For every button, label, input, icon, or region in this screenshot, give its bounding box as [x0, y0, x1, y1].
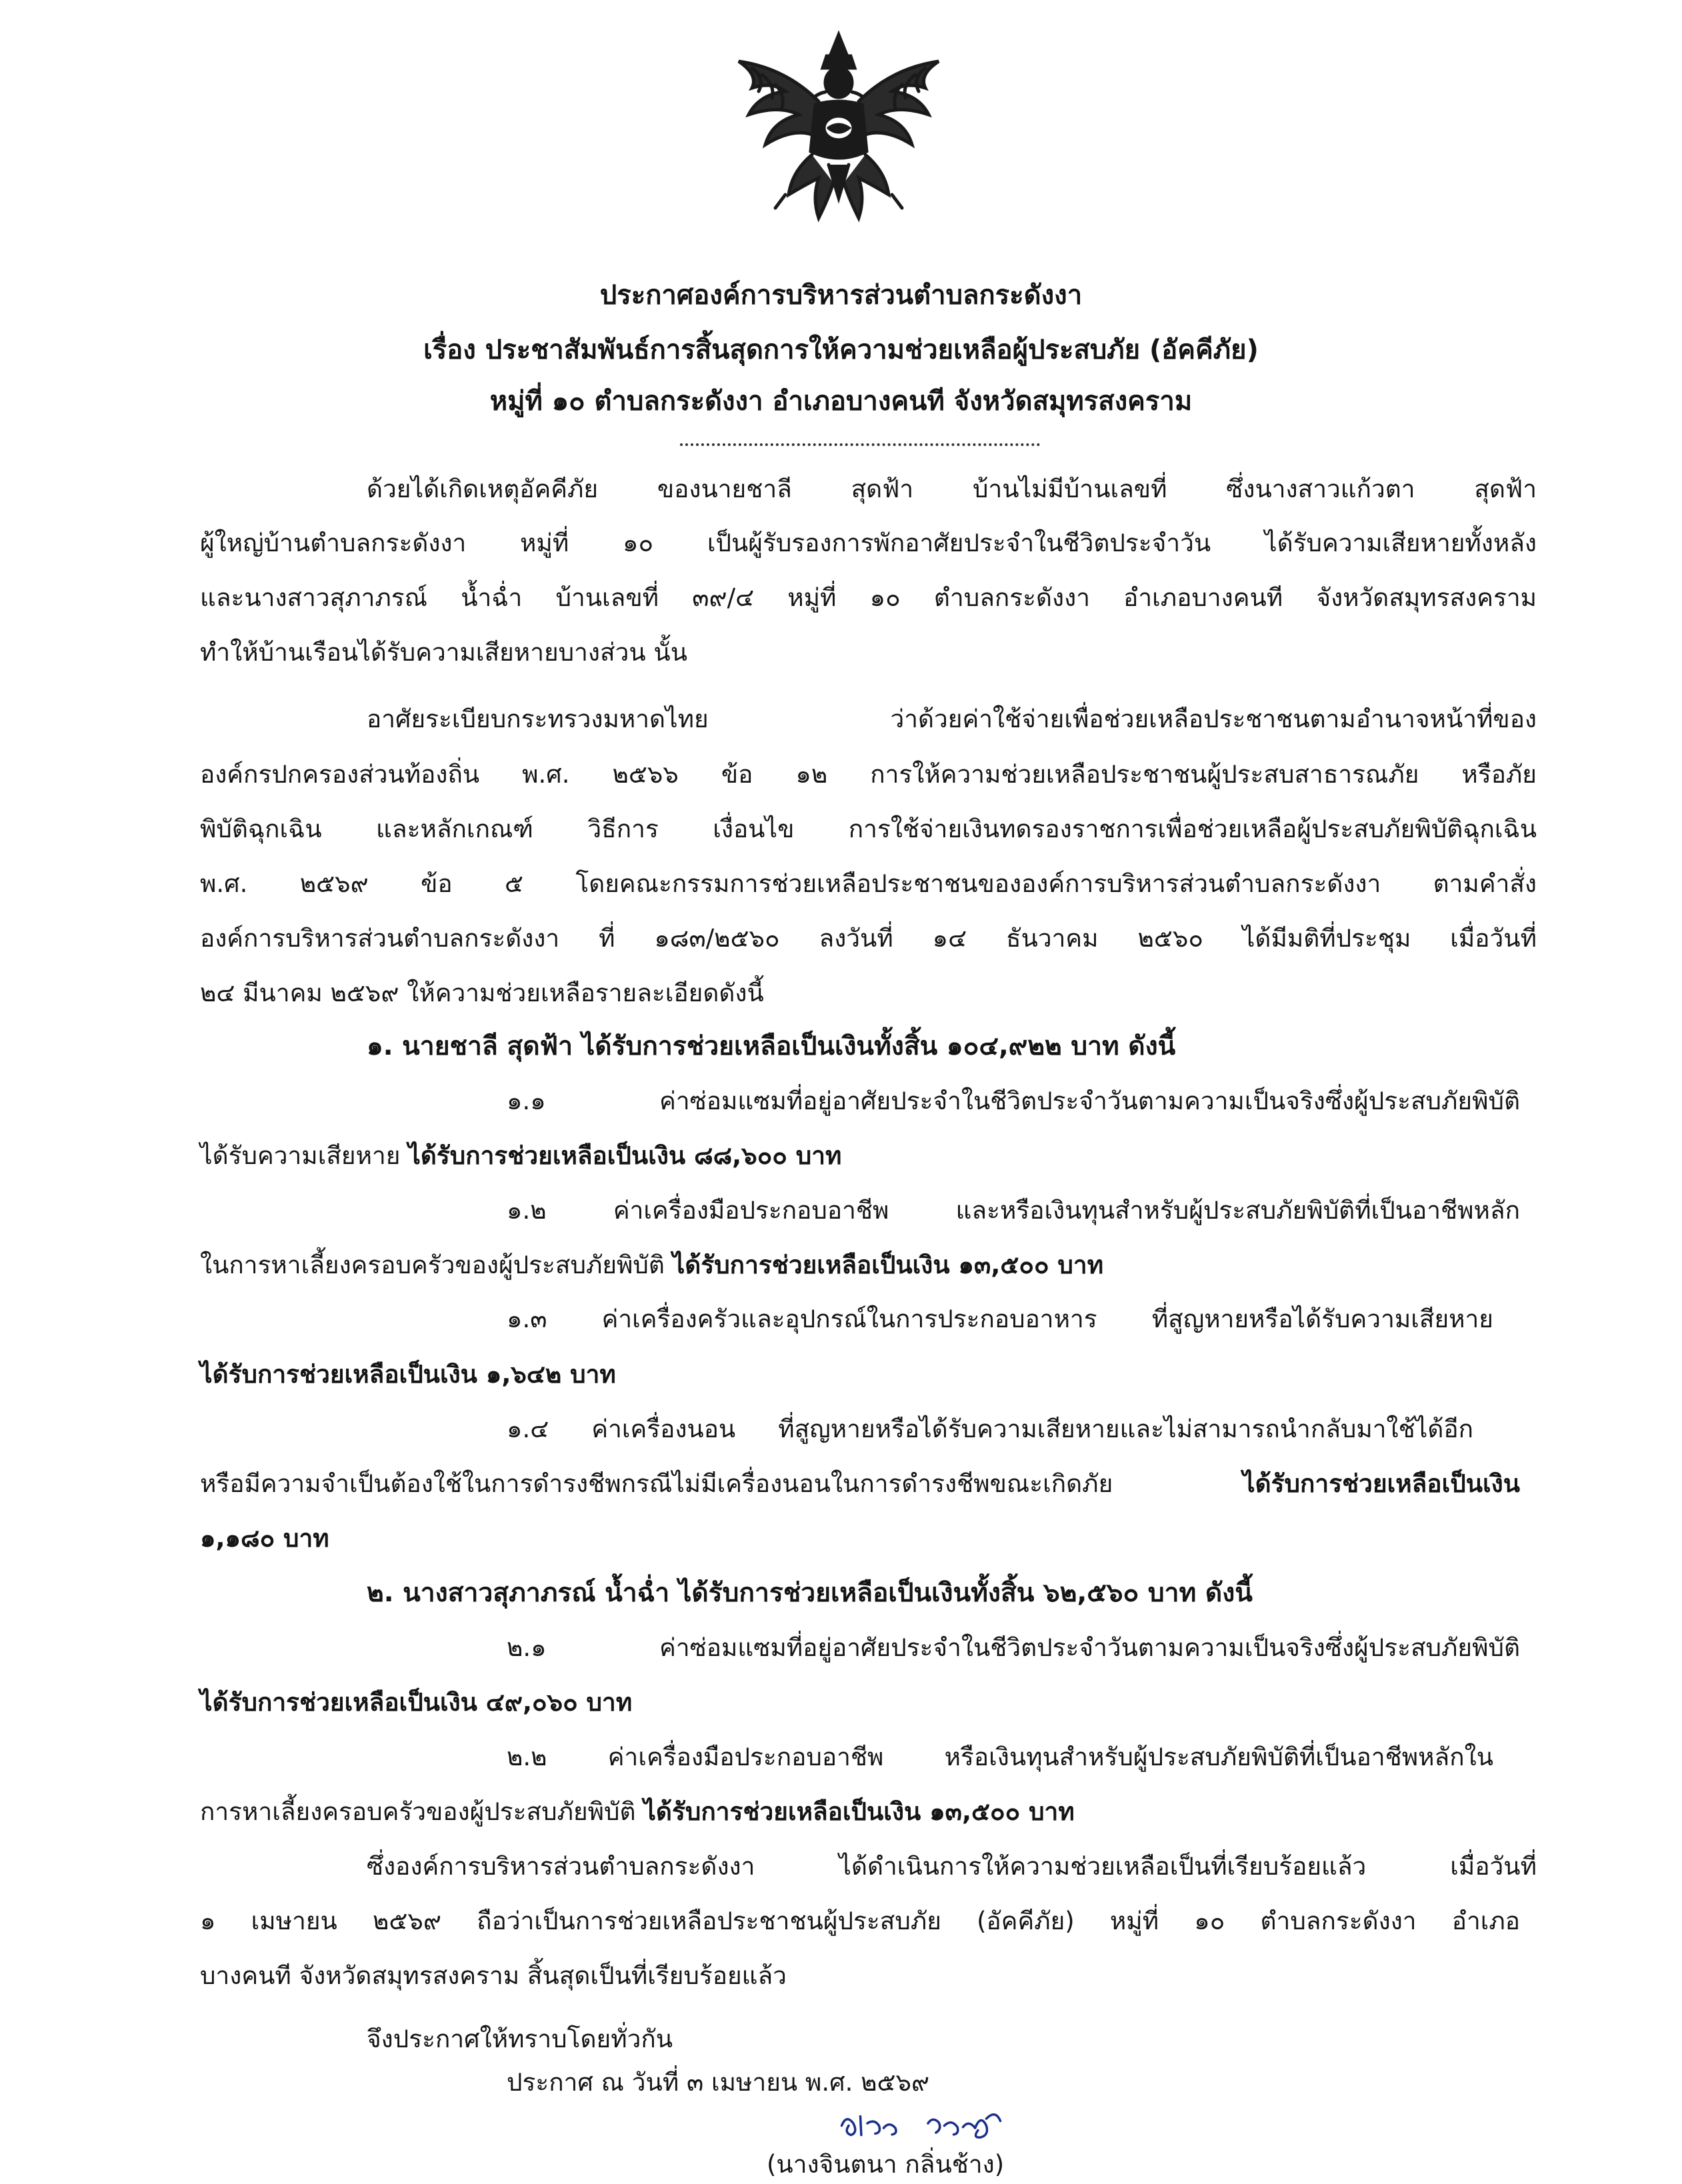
closing-statement: จึงประกาศให้ทราบโดยทั่วกัน [367, 2025, 673, 2053]
signer-name: (นางจินตนา กลิ่นช้าง) [767, 2150, 1005, 2179]
subitem-line: ๑.๓ ค่าเครื่องครัวและอุปกรณ์ในการประกอบอาหาร ที่สูญหายหรือได้รับความเสียหาย [507, 1305, 1493, 1333]
subitem-line: การหาเลี้ยงครอบครัวของผู้ประสบภัยพิบัติ ได้รับการช่วยเหลือเป็นเงิน ๑๓,๕๐๐ บาท [200, 1797, 1075, 1826]
announcement-subject: เรื่อง ประชาสัมพันธ์การสิ้นสุดการให้ความช่วยเหลือผู้ประสบภัย (อัคคีภัย) [423, 335, 1259, 365]
paragraph-line: ๑ เมษายน ๒๕๖๙ ถือว่าเป็นการช่วยเหลือประชาชนผู้ประสบภัย (อัคคีภัย) หมู่ที่ ๑๐ ตำบลกระดังงา อำเภอ [200, 1907, 1520, 1935]
subitem-line: ๑.๑ ค่าซ่อมแซมที่อยู่อาศัยประจำในชีวิตประจำวันตามความเป็นจริงซึ่งผู้ประสบภัยพิบัติ [507, 1087, 1520, 1115]
subitem-line: ๑.๒ ค่าเครื่องมือประกอบอาชีพ และหรือเงินทุนสำหรับผู้ประสบภัยพิบัติที่เป็นอาชีพหลัก [507, 1196, 1520, 1225]
item-1-heading: ๑. นายชาลี สุดฟ้า ได้รับการช่วยเหลือเป็นเงินทั้งสิ้น ๑๐๔,๙๒๒ บาท ดังนี้ [367, 1031, 1176, 1061]
handwritten-signature [793, 2100, 1053, 2147]
announcement-date: ประกาศ ณ วันที่ ๓ เมษายน พ.ศ. ๒๕๖๙ [507, 2068, 930, 2097]
paragraph-line: อาศัยระเบียบกระทรวงมหาดไทย ว่าด้วยค่าใช้จ่ายเพื่อช่วยเหลือประชาชนตามอำนาจหน้าที่ของ [367, 705, 1537, 733]
subitem-line: ๑,๑๘๐ บาท [200, 1524, 329, 1553]
paragraph-line: ทำให้บ้านเรือนได้รับความเสียหายบางส่วน นั้น [200, 638, 687, 667]
paragraph-line: ด้วยได้เกิดเหตุอัคคีภัย ของนายชาลี สุดฟ้า บ้านไม่มีบ้านเลขที่ ซึ่งนางสาวแก้วตา สุดฟ้า [367, 475, 1537, 503]
subitem-line: ได้รับความเสียหาย ได้รับการช่วยเหลือเป็นเงิน ๘๘,๖๐๐ บาท [200, 1141, 842, 1170]
subitem-line: ๒.๒ ค่าเครื่องมือประกอบอาชีพ หรือเงินทุนสำหรับผู้ประสบภัยพิบัติที่เป็นอาชีพหลักใน [507, 1743, 1493, 1771]
paragraph-line: ผู้ใหญ่บ้านตำบลกระดังงา หมู่ที่ ๑๐ เป็นผู้รับรองการพักอาศัยประจำในชีวิตประจำวัน ได้รับความเสียหายทั้งหลัง [200, 529, 1537, 557]
subitem-line: ได้รับการช่วยเหลือเป็นเงิน ๑,๖๔๒ บาท [200, 1360, 616, 1389]
paragraph-line: องค์กรปกครองส่วนท้องถิ่น พ.ศ. ๒๕๖๖ ข้อ ๑๒ การให้ความช่วยเหลือประชาชนผู้ประสบสาธารณภัย หรือภัย [200, 760, 1537, 789]
paragraph-line: องค์การบริหารส่วนตำบลกระดังงา ที่ ๑๘๓/๒๕๖๐ ลงวันที่ ๑๔ ธันวาคม ๒๕๖๐ ได้มีมติที่ประชุม เมื่อวันที่ [200, 924, 1537, 953]
paragraph-line: บางคนที จังหวัดสมุทรสงคราม สิ้นสุดเป็นที่เรียบร้อยแล้ว [200, 1961, 787, 1990]
dotted-separator [680, 443, 1040, 446]
paragraph-line: และนางสาวสุภาภรณ์ น้ำฉ่ำ บ้านเลขที่ ๓๙/๔ หมู่ที่ ๑๐ ตำบลกระดังงา อำเภอบางคนที จังหวัดสมุทรสงคราม [200, 583, 1537, 612]
subitem-line: ในการหาเลี้ยงครอบครัวของผู้ประสบภัยพิบัติ ได้รับการช่วยเหลือเป็นเงิน ๑๓,๕๐๐ บาท [200, 1251, 1104, 1279]
paragraph-line: พิบัติฉุกเฉิน และหลักเกณฑ์ วิธีการ เงื่อนไข การใช้จ่ายเงินทดรองราชการเพื่อช่วยเหลือผู้ประสบภัยพิบัติฉุกเฉิน [200, 815, 1537, 843]
announcement-location: หมู่ที่ ๑๐ ตำบลกระดังงา อำเภอบางคนที จังหวัดสมุทรสงคราม [489, 386, 1193, 417]
paragraph-line: ซึ่งองค์การบริหารส่วนตำบลกระดังงา ได้ดำเนินการให้ความช่วยเหลือเป็นที่เรียบร้อยแล้ว เมื่อวันที่ [367, 1852, 1537, 1881]
subitem-line: หรือมีความจำเป็นต้องใช้ในการดำรงชีพกรณีไม่มีเครื่องนอนในการดำรงชีพขณะเกิดภัย ได้รับการช่วยเหลือเป็นเงิน [200, 1469, 1520, 1498]
garuda-emblem-icon [712, 28, 965, 228]
announcement-title: ประกาศองค์การบริหารส่วนตำบลกระดังงา [599, 280, 1083, 311]
subitem-line: ๒.๑ ค่าซ่อมแซมที่อยู่อาศัยประจำในชีวิตประจำวันตามความเป็นจริงซึ่งผู้ประสบภัยพิบัติ [507, 1633, 1520, 1662]
paragraph-line: พ.ศ. ๒๕๖๙ ข้อ ๕ โดยคณะกรรมการช่วยเหลือประชาชนขององค์การบริหารส่วนตำบลกระดังงา ตามคำสั่ง [200, 869, 1537, 898]
paragraph-line: ๒๔ มีนาคม ๒๕๖๙ ให้ความช่วยเหลือรายละเอียดดังนี้ [200, 979, 764, 1007]
subitem-line: ได้รับการช่วยเหลือเป็นเงิน ๔๙,๐๖๐ บาท [200, 1688, 633, 1717]
item-2-heading: ๒. นางสาวสุภาภรณ์ น้ำฉ่ำ ได้รับการช่วยเหลือเป็นเงินทั้งสิ้น ๖๒,๕๖๐ บาท ดังนี้ [367, 1578, 1253, 1608]
subitem-line: ๑.๔ ค่าเครื่องนอน ที่สูญหายหรือได้รับความเสียหายและไม่สามารถนำกลับมาใช้ได้อีก [507, 1415, 1473, 1443]
